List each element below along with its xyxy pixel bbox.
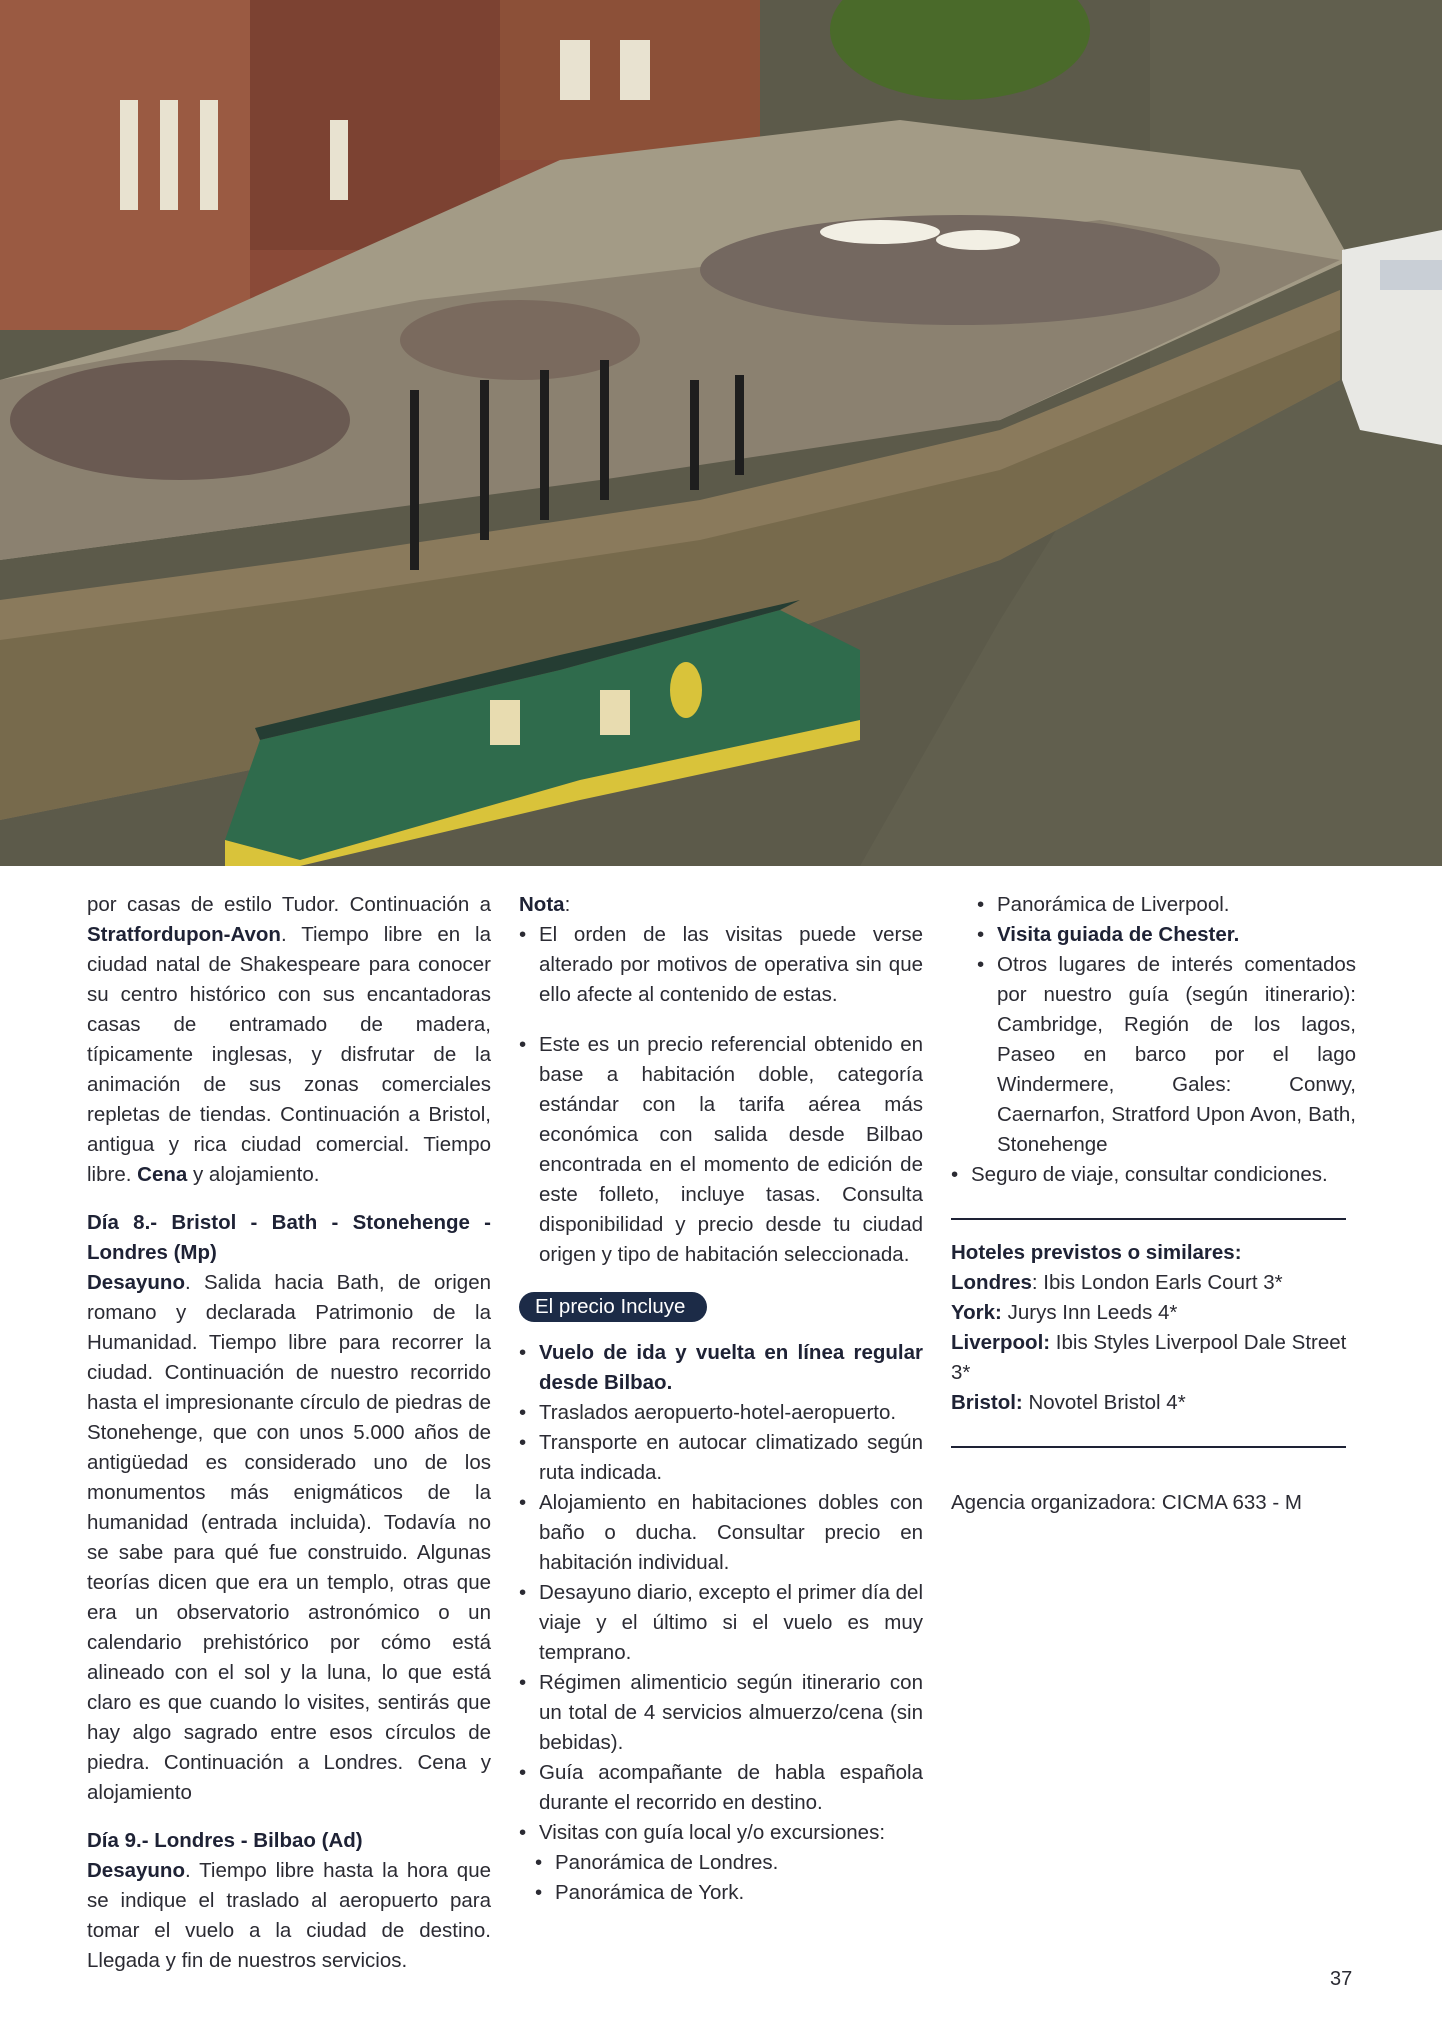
visita-item: • Visita guiada de Chester.: [977, 920, 1356, 950]
incluye-item: • Régimen alimenticio según itinerario con un total de 4 servicios almuerzo/cena (sin bebidas).: [519, 1668, 923, 1758]
incluye-badge: El precio Incluye: [519, 1292, 707, 1322]
note-item: • El orden de las visitas puede verse alterado por motivos de operativa sin que ello afecte al contenido de estas.: [519, 920, 923, 1010]
seguro-item: • Seguro de viaje, consultar condiciones.: [951, 1160, 1356, 1190]
page-number: 37: [1330, 1968, 1353, 1990]
visita-item: • Panorámica de Londres.: [535, 1848, 923, 1878]
day8-body: Desayuno. Salida hacia Bath, de origen romano y declarada Patrimonio de la Humanidad. Tiempo libre para recorrer la ciudad. Continuación de nuestro recorrido hasta el impresionante círculo de piedras de Stonehenge, que con unos 5.000 años de antigüedad es considerado uno de los monumentos más enigmáticos de la humanidad (entrada incluida). Todavía no se sabe para qué fue construido. Algunas teorías dicen que era un templo, otras que era un observatorio astronómico o un calendario prehistórico por cómo está alineado con el sol y la luna, lo que está claro es que cuando lo visites, sentirás que hay algo sagrado entre esos círculos de piedra. Continuación a Londres. Cena y alojamiento: [87, 1271, 491, 1804]
notes-column: [519, 890, 923, 1908]
itinerary-column: [87, 890, 491, 1976]
day9-body: Desayuno. Tiempo libre hasta la hora que se indique el traslado al aeropuerto para tomar el vuelo a la ciudad de destino. Llegada y fin de nuestros servicios.: [87, 1859, 491, 1972]
incluye-item: • Alojamiento en habitaciones dobles con baño o ducha. Consultar precio en habitación individual.: [519, 1488, 923, 1578]
incluye-item: • Visitas con guía local y/o excursiones:: [519, 1818, 923, 1848]
hotels-list: [951, 1268, 1356, 1418]
hotel-row: Londres: Ibis London Earls Court 3*: [951, 1271, 1283, 1294]
visita-item: • Panorámica de York.: [535, 1878, 923, 1908]
hero-photo-illustration: [0, 0, 1442, 866]
visita-item: • Otros lugares de interés comentados por nuestro guía (según itinerario): Cambridge, Región de los lagos, Paseo en barco por el lago Windermere, Gales: Conwy, Caernarfon, Stratford Upon Avon, Bath, Stonehenge: [977, 950, 1356, 1160]
stratford-highlight: Stratfordupon-Avon: [87, 923, 281, 946]
divider: [951, 1446, 1346, 1448]
divider: [951, 1218, 1346, 1220]
incluye-item: • Guía acompañante de habla española durante el recorrido en destino.: [519, 1758, 923, 1818]
incluye-list: [519, 1338, 923, 1848]
seguro-list: [951, 1160, 1356, 1190]
incluye-item: • Vuelo de ida y vuelta en línea regular desde Bilbao.: [519, 1338, 923, 1398]
notes-list: [519, 920, 923, 1270]
note-item: • Este es un precio referencial obtenido en base a habitación doble, categoría estándar con la tarifa aérea más económica con salida desde Bilbao encontrada en el momento de edición de este folleto, incluye tasas. Consulta disponibilidad y precio desde tu ciudad origen y tipo de habitación seleccionada.: [519, 1030, 923, 1270]
visita-item: • Panorámica de Liverpool.: [977, 890, 1356, 920]
cena-highlight: Cena: [137, 1163, 188, 1186]
agency-note: Agencia organizadora: CICMA 633 - M: [951, 1491, 1302, 1514]
day9-heading: Día 9.- Londres - Bilbao (Ad): [87, 1829, 363, 1852]
incluye-item: • Traslados aeropuerto-hotel-aeropuerto.: [519, 1398, 923, 1428]
visitas-continued-list: [951, 890, 1356, 1160]
hotels-heading: Hoteles previstos o similares:: [951, 1241, 1242, 1264]
visitas-list: [519, 1848, 923, 1908]
hotel-row: York: Jurys Inn Leeds 4*: [951, 1301, 1178, 1324]
day8-heading: Día 8.- Bristol - Bath - Stonehenge - Londres (Mp): [87, 1211, 491, 1264]
hotels-column: [951, 890, 1356, 1518]
incluye-item: • Transporte en autocar climatizado según ruta indicada.: [519, 1428, 923, 1488]
nota-heading: Nota:: [519, 893, 571, 916]
incluye-item: • Desayuno diario, excepto el primer día del viaje y el último si el vuelo es muy temprano.: [519, 1578, 923, 1668]
hotel-row: Liverpool: Ibis Styles Liverpool Dale Street 3*: [951, 1331, 1347, 1384]
hotel-row: Bristol: Novotel Bristol 4*: [951, 1391, 1186, 1414]
day7-continuation: por casas de estilo Tudor. Continuación a Stratfordupon-Avon. Tiempo libre en la ciudad natal de Shakespeare para conocer su centro histórico con sus encantadoras casas de entramado de madera, típicamente inglesas, y disfrutar de la animación de sus zonas comerciales repletas de tiendas. Continuación a Bristol, antigua y rica ciudad comercial. Tiempo libre. Cena y alojamiento.: [87, 893, 491, 1186]
hero-photo: [0, 0, 1442, 866]
